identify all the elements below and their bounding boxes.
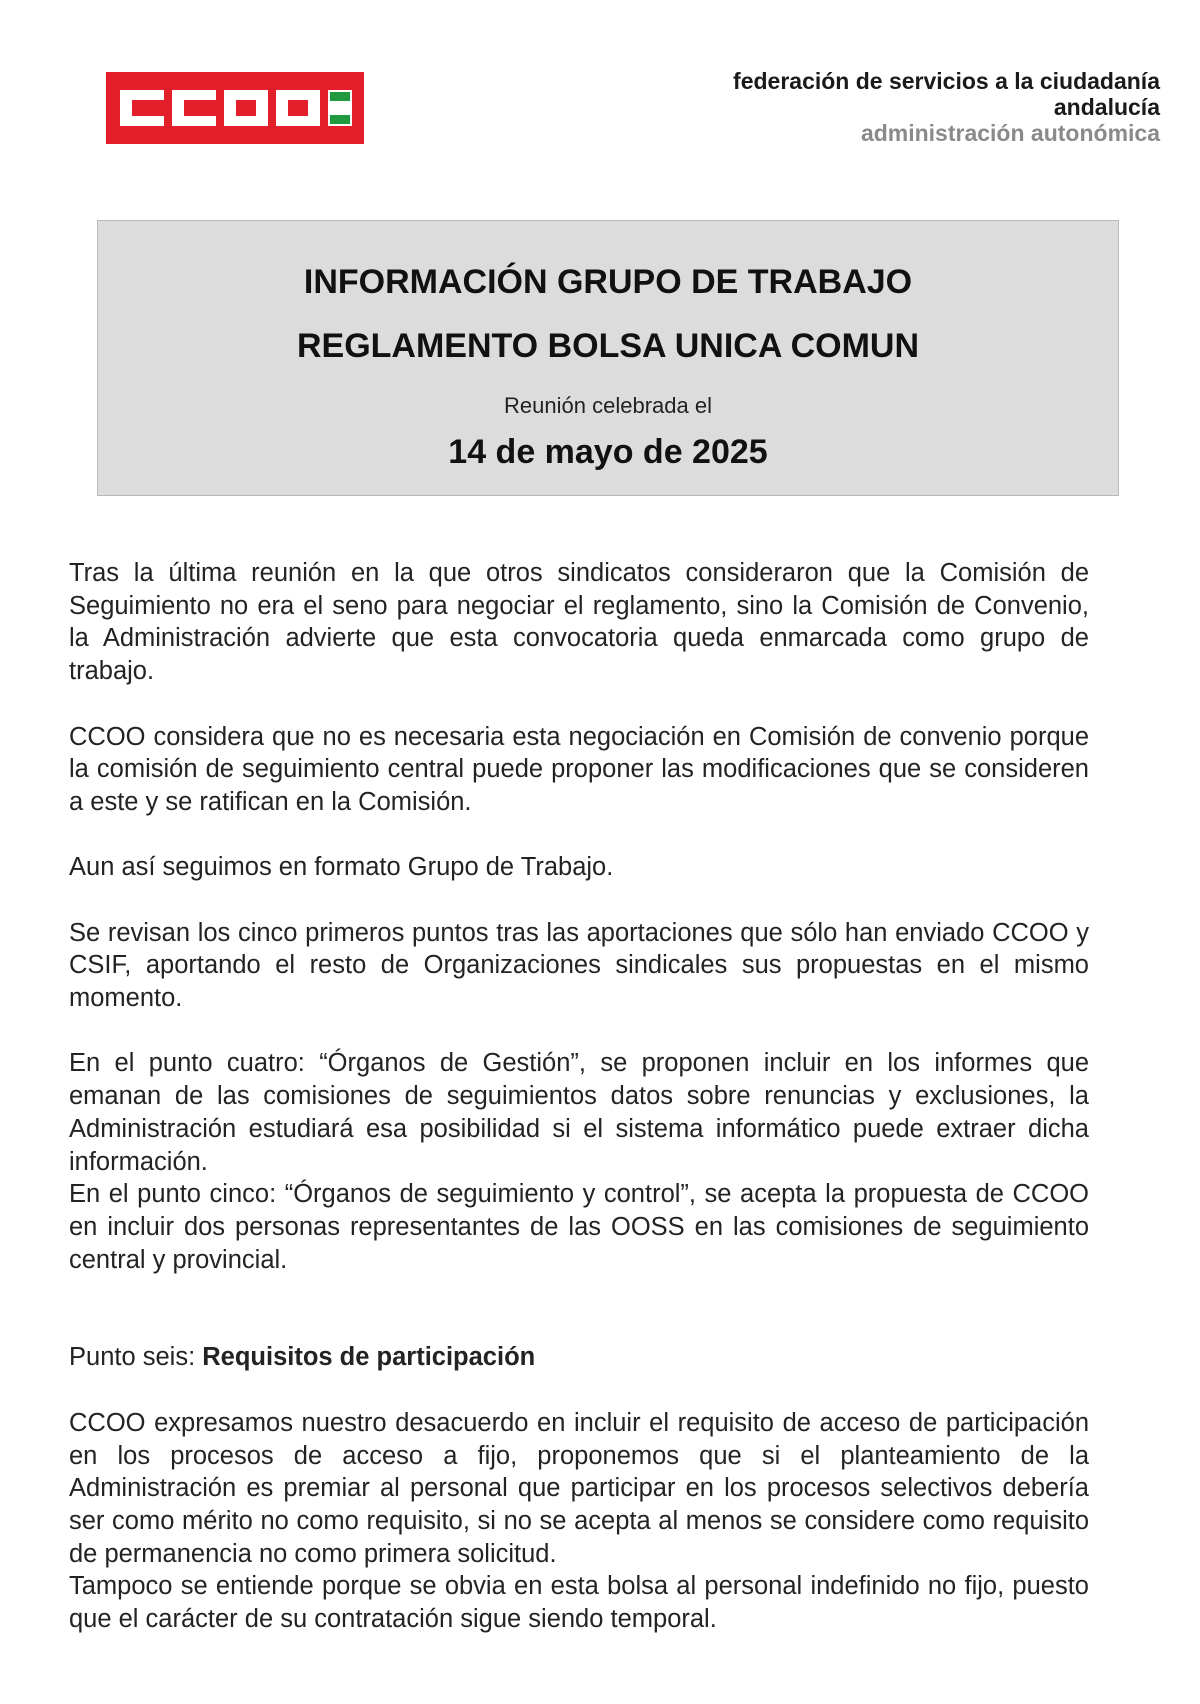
meeting-date: 14 de mayo de 2025 <box>448 433 768 471</box>
paragraph-6: En el punto cinco: “Órganos de seguimiento y control”, se acepta la propuesta de CCOO en incluir dos personas representantes de las OOSS en las comisiones de seguimiento central y provincial. <box>69 1180 1089 1274</box>
paragraph-2: CCOO considera que no es necesaria esta negociación en Comisión de convenio porque la comisión de seguimiento central puede proponer las modificaciones que se consideren a este y se ratifican en la Comisión. <box>69 722 1089 816</box>
federation-header <box>733 68 1160 146</box>
paragraph-4: Se revisan los cinco primeros puntos tras las aportaciones que sólo han enviado CCOO y CSIF, aportando el resto de Organizaciones sindicales sus propuestas en el mismo momento. <box>69 918 1089 1013</box>
federation-region: andalucía <box>1053 94 1160 120</box>
section-heading-prefix: Punto seis: <box>69 1343 203 1372</box>
meeting-subtitle: Reunión celebrada el <box>504 393 712 418</box>
section-heading <box>69 1341 1089 1374</box>
paragraph-1: Tras la última reunión en la que otros sindicatos consideraron que la Comisión de Seguimiento no era el seno para negociar el reglamento, sino la Comisión de Convenio, la Administración advierte que esta convocatoria queda enmarcada como grupo de trabajo. <box>69 559 1089 686</box>
ccoo-logo-icon <box>106 72 364 144</box>
paragraph-3: Aun así seguimos en formato Grupo de Trabajo. <box>69 853 614 882</box>
paragraph-8: CCOO expresamos nuestro desacuerdo en incluir el requisito de acceso de participación en los procesos de acceso a fijo, proponemos que si el planteamiento de la Administración es premiar al personal que participar en los procesos selectivos debería ser como mérito no como requisito, si no se acepta al menos se considere como requisito de permanencia no como primera solicitud. <box>69 1408 1089 1568</box>
title-box <box>97 220 1119 496</box>
document-title-line2: REGLAMENTO BOLSA UNICA COMUN <box>296 327 920 365</box>
section-heading-title: Requisitos de participación <box>202 1343 536 1372</box>
ccoo-logo <box>106 72 364 144</box>
document-title-line1: INFORMACIÓN GRUPO DE TRABAJO <box>303 263 913 301</box>
federation-name: federación de servicios a la ciudadanía <box>733 68 1160 94</box>
document-body <box>69 557 1089 1636</box>
federation-sector: administración autonómica <box>860 120 1160 146</box>
paragraph-5: En el punto cuatro: “Órganos de Gestión”, se proponen incluir en los informes que emanan de las comisiones de seguimientos datos sobre renuncias y exclusiones, la Administración estudiará esa posibilidad si el sistema informático puede extraer dicha información. <box>69 1049 1089 1176</box>
paragraph-9: Tampoco se entiende porque se obvia en esta bolsa al personal indefinido no fijo, puesto que el carácter de su contratación sigue siendo temporal. <box>69 1572 1089 1634</box>
